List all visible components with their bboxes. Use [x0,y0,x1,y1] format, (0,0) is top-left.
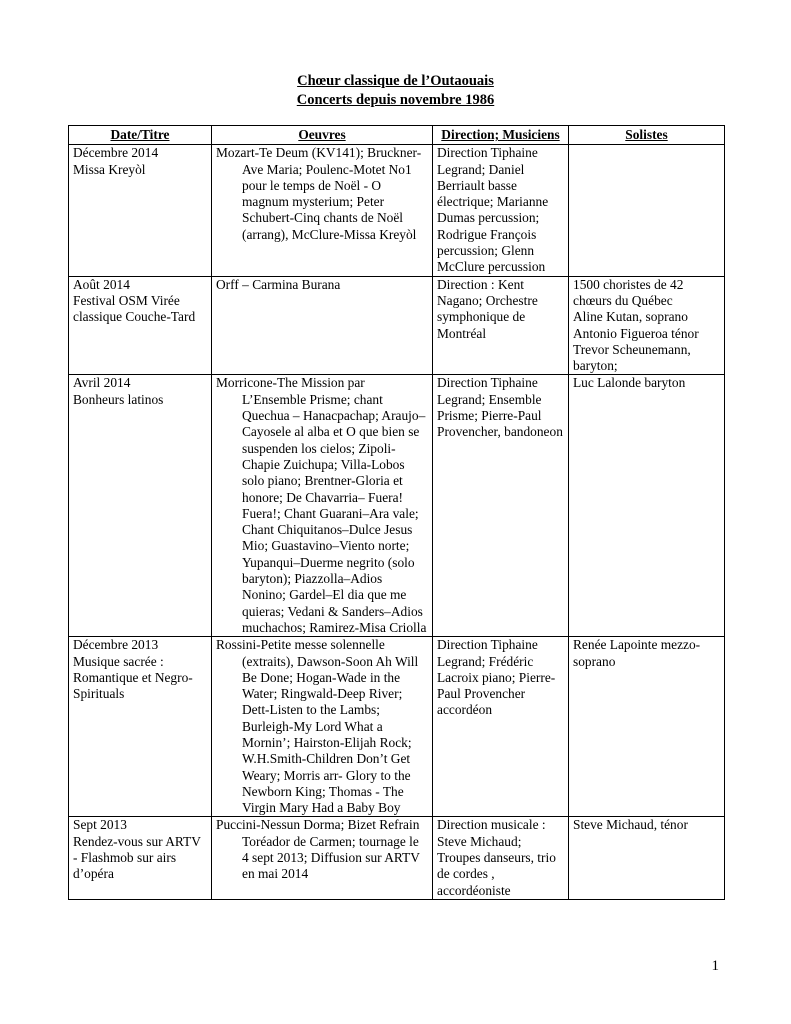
cell-date: Sept 2013 Rendez-vous sur ARTV - Flashmob sur airs d’opéra [69,817,212,899]
table-row [69,637,725,817]
document-subtitle: Concerts depuis novembre 1986 [296,92,495,108]
document-header [0,72,791,110]
cell-date: Août 2014 Festival OSM Virée classique Couche-Tard [69,276,212,375]
table-row [69,375,725,637]
cell-direction: Direction musicale : Steve Michaud; Troupes danseurs, trio de cordes , accordéoniste [433,817,569,899]
cell-solistes [569,145,725,276]
cell-date: Avril 2014 Bonheurs latinos [69,375,212,637]
cell-direction: Direction Tiphaine Legrand; Daniel Berriault basse électrique; Marianne Dumas percussion; Rodrigue François percussion; Glenn McClure percussion [433,145,569,276]
cell-date: Décembre 2014 Missa Kreyòl [69,145,212,276]
cell-solistes: 1500 choristes de 42 chœurs du Québec Aline Kutan, soprano Antonio Figueroa ténor Trevor Scheunemann, baryton; [569,276,725,375]
cell-direction: Direction : Kent Nagano; Orchestre symphonique de Montréal [433,276,569,375]
table-row [69,145,725,276]
column-header-solistes: Solistes [569,126,725,145]
cell-oeuvres: Orff – Carmina Burana [212,276,433,375]
cell-oeuvres: Puccini-Nessun Dorma; Bizet Refrain Toréador de Carmen; tournage le 4 sept 2013; Diffusion sur ARTV en mai 2014 [212,817,433,899]
cell-direction: Direction Tiphaine Legrand; Frédéric Lacroix piano; Pierre-Paul Provencher accordéon [433,637,569,817]
cell-oeuvres: Morricone-The Mission par L’Ensemble Prisme; chant Quechua – Hanacpachap; Araujo–Cayosele al alba et O que bien se suspenden los cielos; Zipoli-Chapie Zuichupa; Villa-Lobos solo piano; Brentner-Gloria et honore; De Chavarria– Fuera! Fuera!; Chant Guarani–Ara vale; Chant Chiquitanos–Dulce Jesus Mio; Guastavino–Viento norte; Yupanqui–Duerme negrito (solo baryton); Piazzolla–Adios Nonino; Gardel–El dia que me quieras; Vedani & Sanders–Adios muchachos; Ramirez-Misa Criolla [212,375,433,637]
cell-solistes: Renée Lapointe mezzo-soprano [569,637,725,817]
cell-solistes: Steve Michaud, ténor [569,817,725,899]
cell-date: Décembre 2013 Musique sacrée : Romantique et Negro-Spirituals [69,637,212,817]
column-header-oeuvres: Oeuvres [212,126,433,145]
cell-oeuvres: Mozart-Te Deum (KV141); Bruckner-Ave Maria; Poulenc-Motet No1 pour le temps de Noël - O magnum mysterium; Peter Schubert-Cinq chants de Noël (arrang), McClure-Missa Kreyòl [212,145,433,276]
column-header-direction: Direction; Musiciens [433,126,569,145]
table-row [69,817,725,899]
cell-direction: Direction Tiphaine Legrand; Ensemble Prisme; Pierre-Paul Provencher, bandoneon [433,375,569,637]
page-number: 1 [711,958,719,974]
cell-solistes: Luc Lalonde baryton [569,375,725,637]
document-title: Chœur classique de l’Outaouais [297,73,494,89]
table-header-row [69,126,725,145]
cell-oeuvres: Rossini-Petite messe solennelle (extraits), Dawson-Soon Ah Will Be Done; Hogan-Wade in the Water; Ringwald-Deep River; Dett-Listen to the Lambs; Burleigh-My Lord What a Mornin’; Hairston-Elijah Rock; W.H.Smith-Children Don’t Get Weary; Morris arr- Glory to the Newborn King; Thomas - The Virgin Mary Had a Baby Boy [212,637,433,817]
concerts-table [68,125,725,900]
table-row [69,276,725,375]
column-header-date: Date/Titre [69,126,212,145]
